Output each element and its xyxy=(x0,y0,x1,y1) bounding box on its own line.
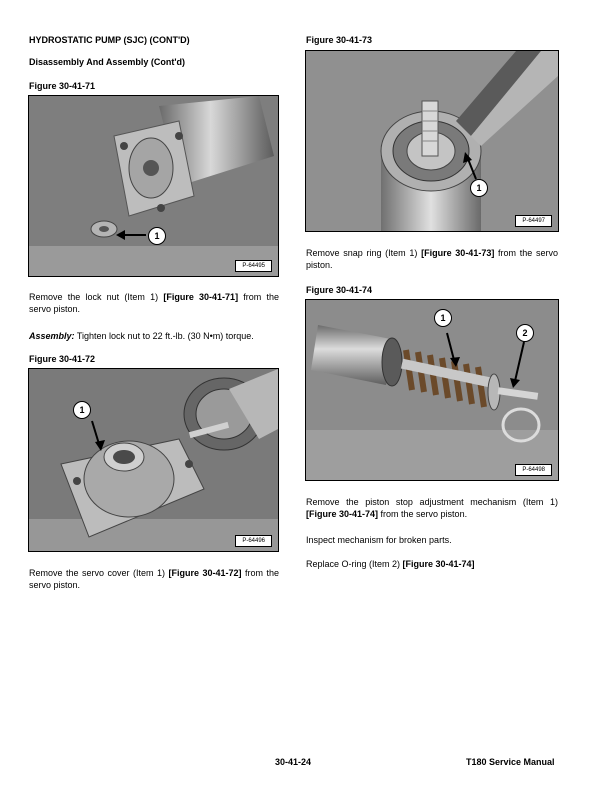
figure-ref: [Figure 30-41-72] xyxy=(168,568,242,578)
figure-73-title: Figure 30-41-73 xyxy=(306,35,373,45)
page-number: 30-41-24 xyxy=(275,757,312,767)
figure-72-photo xyxy=(28,368,279,552)
callout-1: 1 xyxy=(73,401,91,419)
figure-ref: [Figure 30-41-74] xyxy=(306,509,379,519)
subsection-title: Disassembly And Assembly (Cont'd) xyxy=(29,57,186,67)
figure-71-title: Figure 30-41-71 xyxy=(29,81,96,91)
manual-title: T180 Service Manual xyxy=(466,757,555,767)
paragraph-inspect: Inspect mechanism for broken parts. xyxy=(306,535,452,545)
photo-code: P-64498 xyxy=(515,464,552,476)
figure-74-title: Figure 30-41-74 xyxy=(306,285,373,295)
figure-ref: [Figure 30-41-73] xyxy=(421,248,495,258)
assembly-label: Assembly: xyxy=(29,331,75,341)
paragraph-servo-cover: Remove the servo cover (Item 1) [Figure 30-41-72] from the servo piston. xyxy=(29,568,279,590)
figure-71-photo xyxy=(28,95,279,277)
callout-1: 1 xyxy=(434,309,452,327)
photo-code: P-64495 xyxy=(235,260,272,272)
photo-code: P-64496 xyxy=(235,535,272,547)
section-title: HYDROSTATIC PUMP (SJC) (CONT'D) xyxy=(29,35,190,45)
callout-1: 1 xyxy=(470,179,488,197)
photo-code: P-64497 xyxy=(515,215,552,227)
callout-2: 2 xyxy=(516,324,534,342)
figure-ref: [Figure 30-41-74] xyxy=(402,559,475,569)
figure-72-title: Figure 30-41-72 xyxy=(29,354,96,364)
figure-74-photo xyxy=(305,299,559,481)
assembly-note: Assembly: Tighten lock nut to 22 ft.-lb. (30 N•m) torque. xyxy=(29,331,254,341)
figure-ref: [Figure 30-41-71] xyxy=(163,292,239,302)
paragraph-piston-stop: Remove the piston stop adjustment mechanism (Item 1) [Figure 30-41-74] from the servo piston. xyxy=(306,497,558,519)
paragraph-snap-ring: Remove snap ring (Item 1) [Figure 30-41-73] from the servo piston. xyxy=(306,248,558,270)
paragraph-lock-nut: Remove the lock nut (Item 1) [Figure 30-41-71] from the servo piston. xyxy=(29,292,279,314)
callout-1: 1 xyxy=(148,227,166,245)
figure-73-photo xyxy=(305,50,559,232)
paragraph-oring: Replace O-ring (Item 2) [Figure 30-41-74] xyxy=(306,559,475,569)
